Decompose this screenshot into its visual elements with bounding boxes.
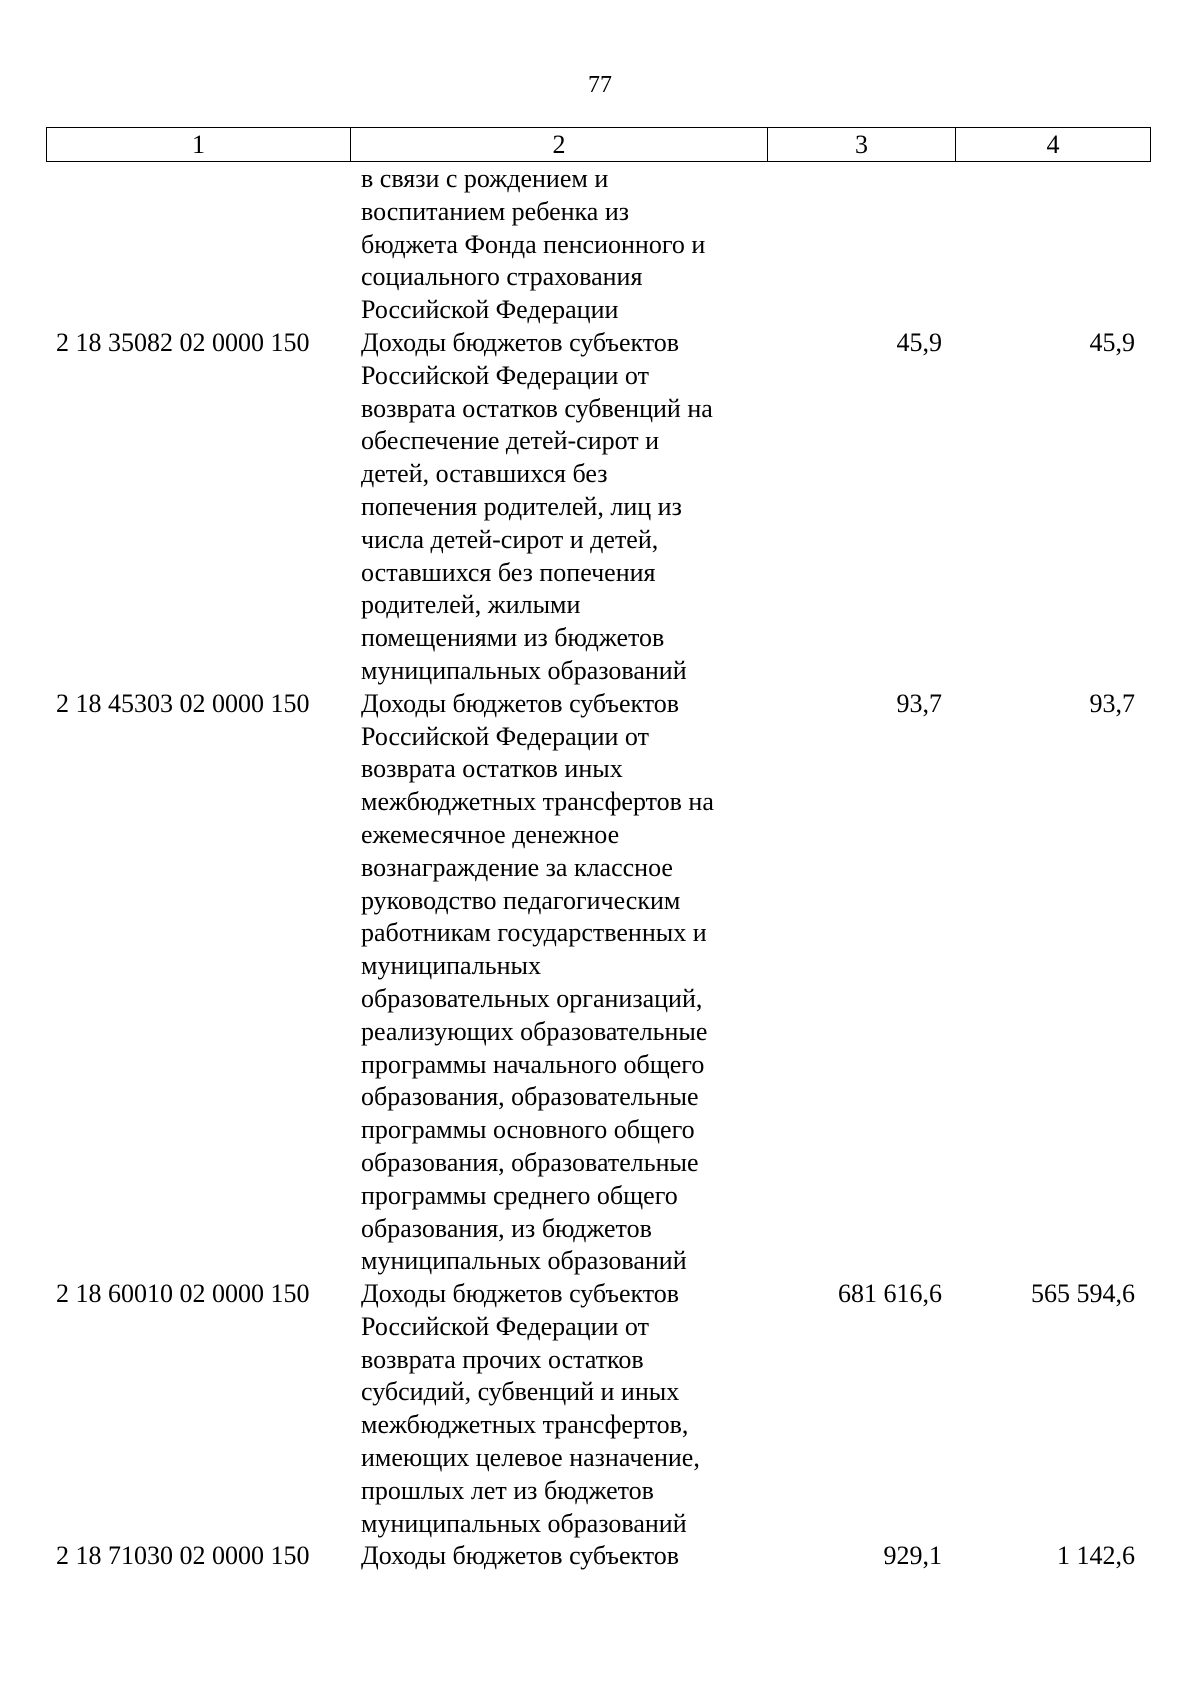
description-line: родителей, жилыми [361, 590, 581, 620]
description-line: субсидий, субвенций и иных [361, 1377, 680, 1407]
page-number: 77 [588, 72, 612, 98]
description-line: имеющих целевое назначение, [361, 1443, 700, 1473]
revenue-description [349, 327, 765, 688]
revenue-description [349, 1540, 765, 1573]
amount-column-3 [765, 163, 952, 327]
revenue-description [349, 163, 765, 327]
description-line: в связи с рождением и [361, 164, 609, 193]
description-line: муниципальных образований [361, 1508, 687, 1538]
description-line: Доходы бюджетов субъектов [361, 1279, 680, 1309]
budget-code [46, 163, 349, 327]
description-line: ежемесячное денежное [361, 819, 620, 849]
budget-code: 2 18 45303 02 0000 150 [56, 688, 310, 718]
table-row [46, 1540, 1146, 1573]
description-line: Доходы бюджетов субъектов [361, 327, 680, 357]
table-row [46, 327, 1146, 688]
amount-column-4: 1 142,6 [1057, 1541, 1135, 1571]
revenue-description [349, 1278, 765, 1540]
column-header-1: 1 [47, 128, 351, 162]
description-line: Российской Федерации от [361, 1311, 649, 1341]
description-line: программы среднего общего [361, 1180, 678, 1210]
amount-column-4 [952, 163, 1146, 327]
description-line: межбюджетных трансфертов на [361, 787, 714, 817]
column-header-row [47, 128, 1151, 162]
description-line: муниципальных образований [361, 1246, 687, 1276]
description-line: социального страхования [361, 262, 643, 292]
description-line: Российской Федерации от [361, 360, 649, 390]
table-row [46, 1278, 1146, 1540]
description-line: прошлых лет из бюджетов [361, 1475, 654, 1505]
description-line: образования, из бюджетов [361, 1213, 652, 1243]
description-line: числа детей-сирот и детей, [361, 524, 659, 554]
description-line: возврата остатков иных [361, 754, 623, 784]
description-line: образования, образовательные [361, 1082, 699, 1112]
description-line: детей, оставшихся без [361, 459, 608, 489]
description-line: образования, образовательные [361, 1147, 699, 1177]
table-row [46, 688, 1146, 1278]
description-line: возврата остатков субвенций на [361, 393, 713, 423]
amount-column-3: 929,1 [883, 1541, 942, 1571]
budget-code: 2 18 71030 02 0000 150 [56, 1541, 310, 1571]
amount-column-4: 45,9 [1089, 327, 1135, 357]
column-header-3: 3 [768, 128, 956, 162]
description-line: Доходы бюджетов субъектов [361, 688, 680, 718]
amount-column-4: 93,7 [1089, 688, 1135, 718]
description-line: муниципальных образований [361, 655, 687, 685]
description-line: Российской Федерации [361, 295, 619, 325]
description-line: помещениями из бюджетов [361, 623, 665, 653]
description-line: работникам государственных и [361, 918, 707, 948]
description-line: руководство педагогическим [361, 885, 681, 915]
description-line: программы основного общего [361, 1115, 695, 1145]
description-line: реализующих образовательные [361, 1016, 708, 1046]
description-line: Доходы бюджетов субъектов [361, 1541, 680, 1571]
description-line: Российской Федерации от [361, 721, 649, 751]
description-line: воспитанием ребенка из [361, 196, 629, 226]
amount-column-3: 681 616,6 [838, 1279, 942, 1309]
revenue-table-body [46, 163, 1146, 1573]
column-header-2: 2 [351, 128, 768, 162]
description-line: межбюджетных трансфертов, [361, 1410, 689, 1440]
description-line: муниципальных [361, 951, 542, 981]
amount-column-4: 565 594,6 [1031, 1279, 1135, 1309]
amount-column-3: 45,9 [896, 327, 942, 357]
description-line: бюджета Фонда пенсионного и [361, 229, 706, 259]
description-line: попечения родителей, лиц из [361, 491, 682, 521]
amount-column-3: 93,7 [896, 688, 942, 718]
description-line: оставшихся без попечения [361, 557, 656, 587]
description-line: образовательных организаций, [361, 983, 703, 1013]
budget-code: 2 18 35082 02 0000 150 [56, 327, 310, 357]
budget-code: 2 18 60010 02 0000 150 [56, 1279, 310, 1309]
description-line: возврата прочих остатков [361, 1344, 644, 1374]
revenue-description [349, 688, 765, 1278]
description-line: программы начального общего [361, 1049, 705, 1079]
description-line: вознаграждение за классное [361, 852, 673, 882]
revenue-table [46, 163, 1146, 1573]
column-header-4: 4 [956, 128, 1151, 162]
description-line: обеспечение детей-сирот и [361, 426, 660, 456]
column-header-table [46, 127, 1151, 162]
table-row [46, 163, 1146, 327]
